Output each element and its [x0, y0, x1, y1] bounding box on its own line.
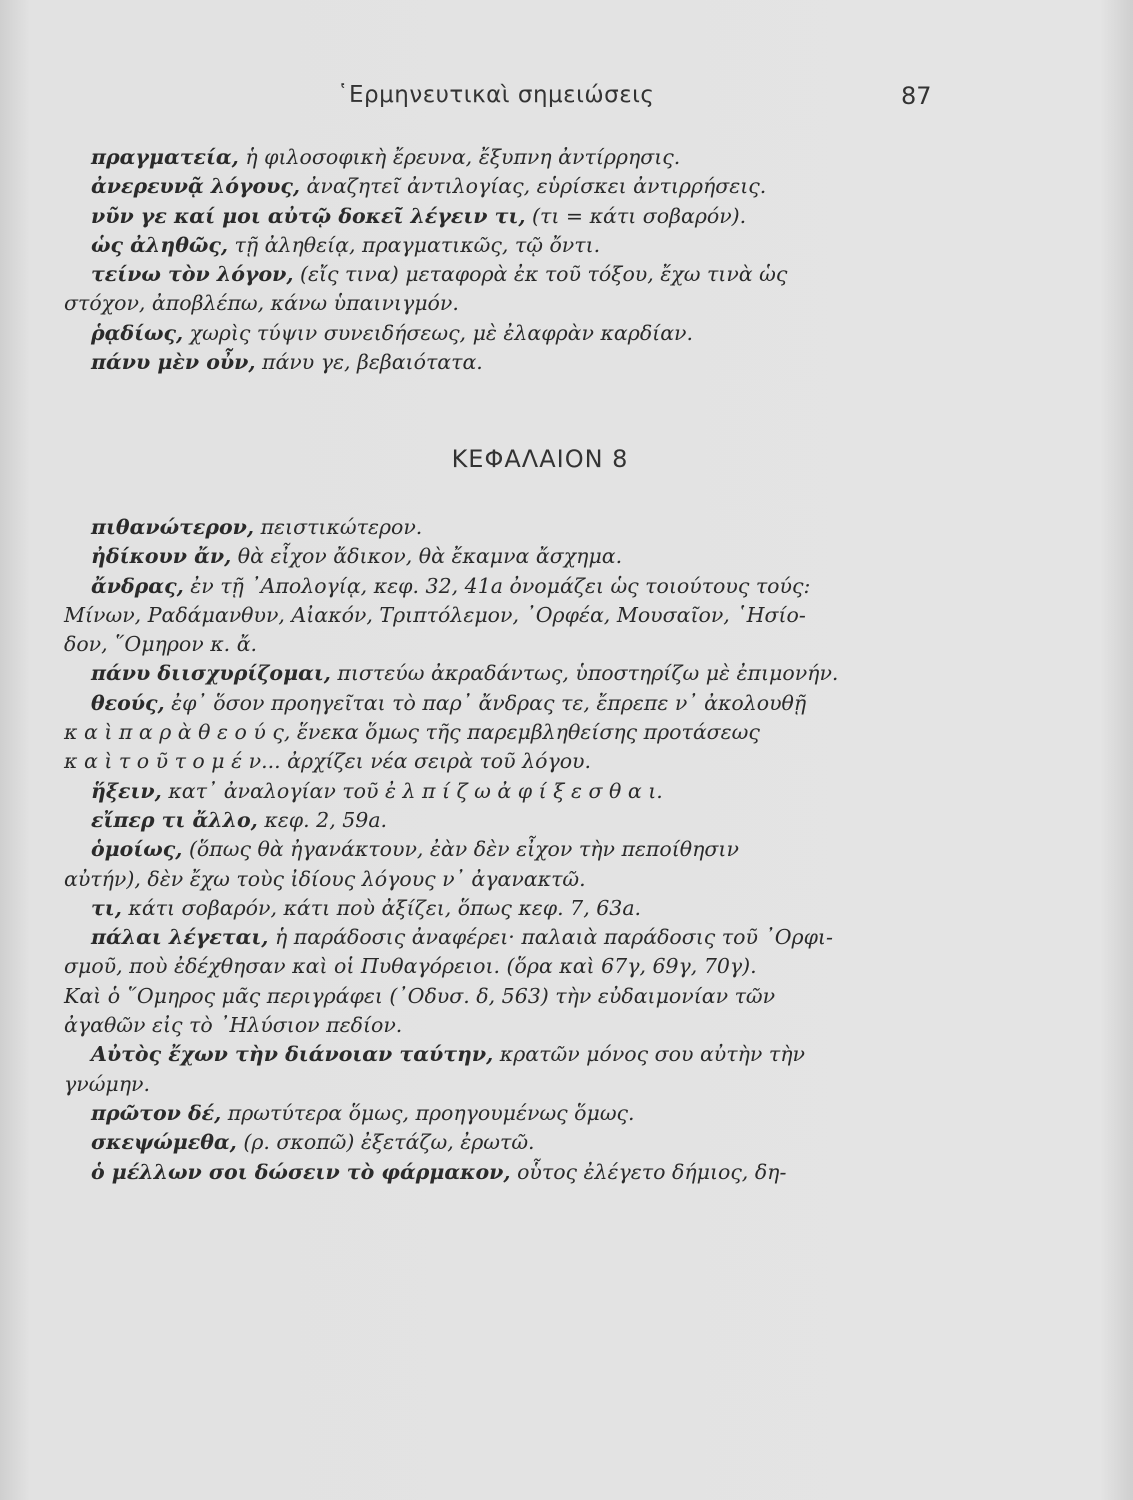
gloss-line — [64, 143, 964, 172]
gloss-continuation-line — [64, 865, 964, 894]
gloss-term: πάνυ διισχυρίζομαι, — [91, 661, 331, 686]
gloss-text: πρωτύτερα ὅμως, προηγουμένως ὅμως. — [221, 1100, 635, 1125]
gloss-line — [64, 202, 964, 231]
gloss-line — [64, 923, 964, 952]
gloss-text: (τι = κάτι σοβαρόν). — [525, 203, 747, 228]
gloss-line — [64, 1099, 964, 1128]
gloss-text: κεφ. 2, 59a. — [257, 807, 388, 832]
gloss-line — [64, 513, 964, 542]
gloss-text: ἡ παράδοσις ἀναφέρει· παλαιὰ παράδοσις τοῦ ᾿Ορφι- — [268, 925, 833, 950]
gloss-text: αὐτήν), δὲν ἔχω τοὺς ἰδίους λόγους ν᾿ ἀγανακτῶ. — [64, 866, 586, 891]
gloss-term: ἀνερευνᾷ λόγους, — [91, 174, 301, 199]
gloss-text: (ὅπως θὰ ἠγανάκτουν, ἐὰν δὲν εἶχον τὴν πεποίθησιν — [182, 837, 739, 862]
gloss-line — [64, 572, 964, 601]
gloss-term: ἄνδρας, — [91, 573, 184, 598]
gloss-text: οὗτος ἐλέγετο δήμιος, δη- — [510, 1159, 787, 1184]
page-number: 87 — [901, 82, 932, 110]
gloss-text: ἡ φιλοσοφικὴ ἔρευνα, ἔξυπνη ἀντίρρησις. — [238, 145, 681, 169]
gloss-term: Αὐτὸς ἔχων τὴν διάνοιαν ταύτην, — [91, 1042, 494, 1067]
gloss-line — [64, 348, 964, 377]
gloss-line — [64, 777, 964, 806]
gloss-term: πάλαι λέγεται, — [91, 925, 269, 950]
gloss-term: πρῶτον δέ, — [91, 1100, 222, 1125]
gloss-term: τι, — [91, 895, 122, 920]
gloss-term: ἥξειν, — [91, 778, 162, 803]
gloss-text: ἀγαθῶν εἰς τὸ ᾿Ηλύσιον πεδίον. — [64, 1013, 403, 1038]
gloss-line — [64, 1128, 964, 1157]
gloss-text: θὰ εἶχον ἄδικον, θὰ ἔκαμνα ἄσχημα. — [231, 544, 623, 569]
gloss-text: κατ᾿ ἀναλογίαν τοῦ ἐ λ π ί ζ ω ἀ φ ί ξ ε σ θ α ι. — [161, 778, 663, 803]
gloss-text: γνώμην. — [64, 1071, 151, 1096]
gloss-text: Μίνων, Ραδάμανθυν, Αἰακόν, Τριπτόλεμον, ᾿Ορφέα, Μουσαῖον, ῾Ησίο- — [64, 602, 806, 627]
gloss-line — [64, 319, 964, 348]
gloss-term: σκεψώμεθα, — [91, 1130, 237, 1155]
gloss-line — [64, 1040, 964, 1069]
gloss-term: ἠδίκουν ἄν, — [91, 544, 232, 569]
gloss-continuation-line — [64, 982, 964, 1011]
chapter-heading: ΚΕΦΑΛΑΙΟΝ 8 — [451, 445, 629, 473]
gloss-term: πιθανώτερον, — [91, 515, 255, 539]
gloss-line — [64, 1158, 964, 1187]
gloss-line — [64, 689, 964, 718]
gloss-continuation-line — [64, 718, 964, 747]
gloss-text: πειστικώτερον. — [254, 515, 423, 539]
gloss-text: κ α ὶ π α ρ ὰ θ ε ο ύ ς, ἕνεκα ὅμως τῆς παρεμβληθείσης προτάσεως — [64, 720, 760, 745]
gloss-continuation-line — [64, 630, 964, 659]
gloss-term: ὁ μέλλων σοι δώσειν τὸ φάρμακον, — [91, 1159, 511, 1184]
gloss-text: ἀναζητεῖ ἀντιλογίας, εὑρίσκει ἀντιρρήσεις. — [300, 174, 767, 199]
glossary-block-2 — [64, 513, 964, 1187]
gloss-line — [64, 231, 964, 260]
gloss-continuation-line — [64, 1011, 964, 1040]
gloss-line — [64, 659, 964, 688]
gloss-continuation-line — [64, 1070, 964, 1099]
gloss-line — [64, 172, 964, 201]
gloss-text: Καὶ ὁ ῞Ομηρος μᾶς περιγράφει (᾿Οδυσ. δ, 563) τὴν εὐδαιμονίαν τῶν — [64, 983, 776, 1008]
gloss-text: τῇ ἀληθείᾳ, πραγματικῶς, τῷ ὄντι. — [228, 232, 601, 257]
gloss-term: ὁμοίως, — [91, 837, 183, 862]
gloss-line — [64, 260, 964, 289]
gloss-continuation-line — [64, 289, 964, 318]
gloss-text: δον, ῞Ομηρον κ. ἄ. — [64, 632, 258, 657]
gloss-term: νῦν γε καί μοι αὐτῷ δοκεῖ λέγειν τι, — [91, 203, 526, 228]
gloss-text: στόχον, ἀποβλέπω, κάνω ὑπαινιγμόν. — [64, 291, 459, 316]
gloss-text: κρατῶν μόνος σου αὐτὴν τὴν — [493, 1042, 805, 1067]
gloss-term: πραγματεία, — [91, 145, 239, 169]
gloss-text: κ α ὶ τ ο ῦ τ ο μ έ ν... ἀρχίζει νέα σειρὰ τοῦ λόγου. — [64, 749, 592, 774]
gloss-term: εἴπερ τι ἄλλο, — [91, 807, 258, 832]
gloss-line — [64, 894, 964, 923]
gloss-continuation-line — [64, 601, 964, 630]
gloss-term: θεούς, — [91, 690, 165, 715]
gloss-term: πάνυ μὲν οὖν, — [91, 350, 256, 375]
gloss-text: κάτι σοβαρόν, κάτι ποὺ ἀξίζει, ὅπως κεφ. 7, 63a. — [121, 895, 642, 920]
gloss-term: τείνω τὸν λόγον, — [91, 262, 294, 287]
gloss-term: ὡς ἀληθῶς, — [91, 232, 229, 257]
gloss-text: σμοῦ, ποὺ ἐδέχθησαν καὶ οἱ Πυθαγόρειοι. (ὅρα καὶ 67γ, 69γ, 70γ). — [64, 954, 757, 979]
running-title: ῾Ερμηνευτικαὶ σημειώσεις — [337, 82, 655, 108]
gloss-text: πιστεύω ἀκραδάντως, ὑποστηρίζω μὲ ἐπιμονήν. — [330, 661, 839, 686]
gloss-text: ἐν τῇ ᾿Απολογίᾳ, κεφ. 32, 41a ὀνομάζει ὡς τοιούτους τούς: — [183, 573, 811, 598]
gloss-continuation-line — [64, 952, 964, 981]
gloss-text: πάνυ γε, βεβαιότατα. — [255, 350, 483, 375]
gloss-text: χωρὶς τύψιν συνειδήσεως, μὲ ἐλαφρὰν καρδίαν. — [183, 320, 694, 345]
gloss-line — [64, 542, 964, 571]
glossary-block-1 — [64, 143, 964, 377]
gloss-text: (ρ. σκοπῶ) ἐξετάζω, ἐρωτῶ. — [236, 1130, 535, 1155]
gloss-text: (εἴς τινα) μεταφορὰ ἐκ τοῦ τόξου, ἔχω τινὰ ὡς — [293, 262, 788, 287]
gloss-line — [64, 806, 964, 835]
gloss-continuation-line — [64, 747, 964, 776]
gloss-line — [64, 835, 964, 864]
gloss-text: ἐφ᾿ ὅσον προηγεῖται τὸ παρ᾿ ἄνδρας τε, ἔπρεπε ν᾿ ἀκολουθῇ — [164, 690, 807, 715]
gloss-term: ῥᾳδίως, — [91, 320, 184, 345]
